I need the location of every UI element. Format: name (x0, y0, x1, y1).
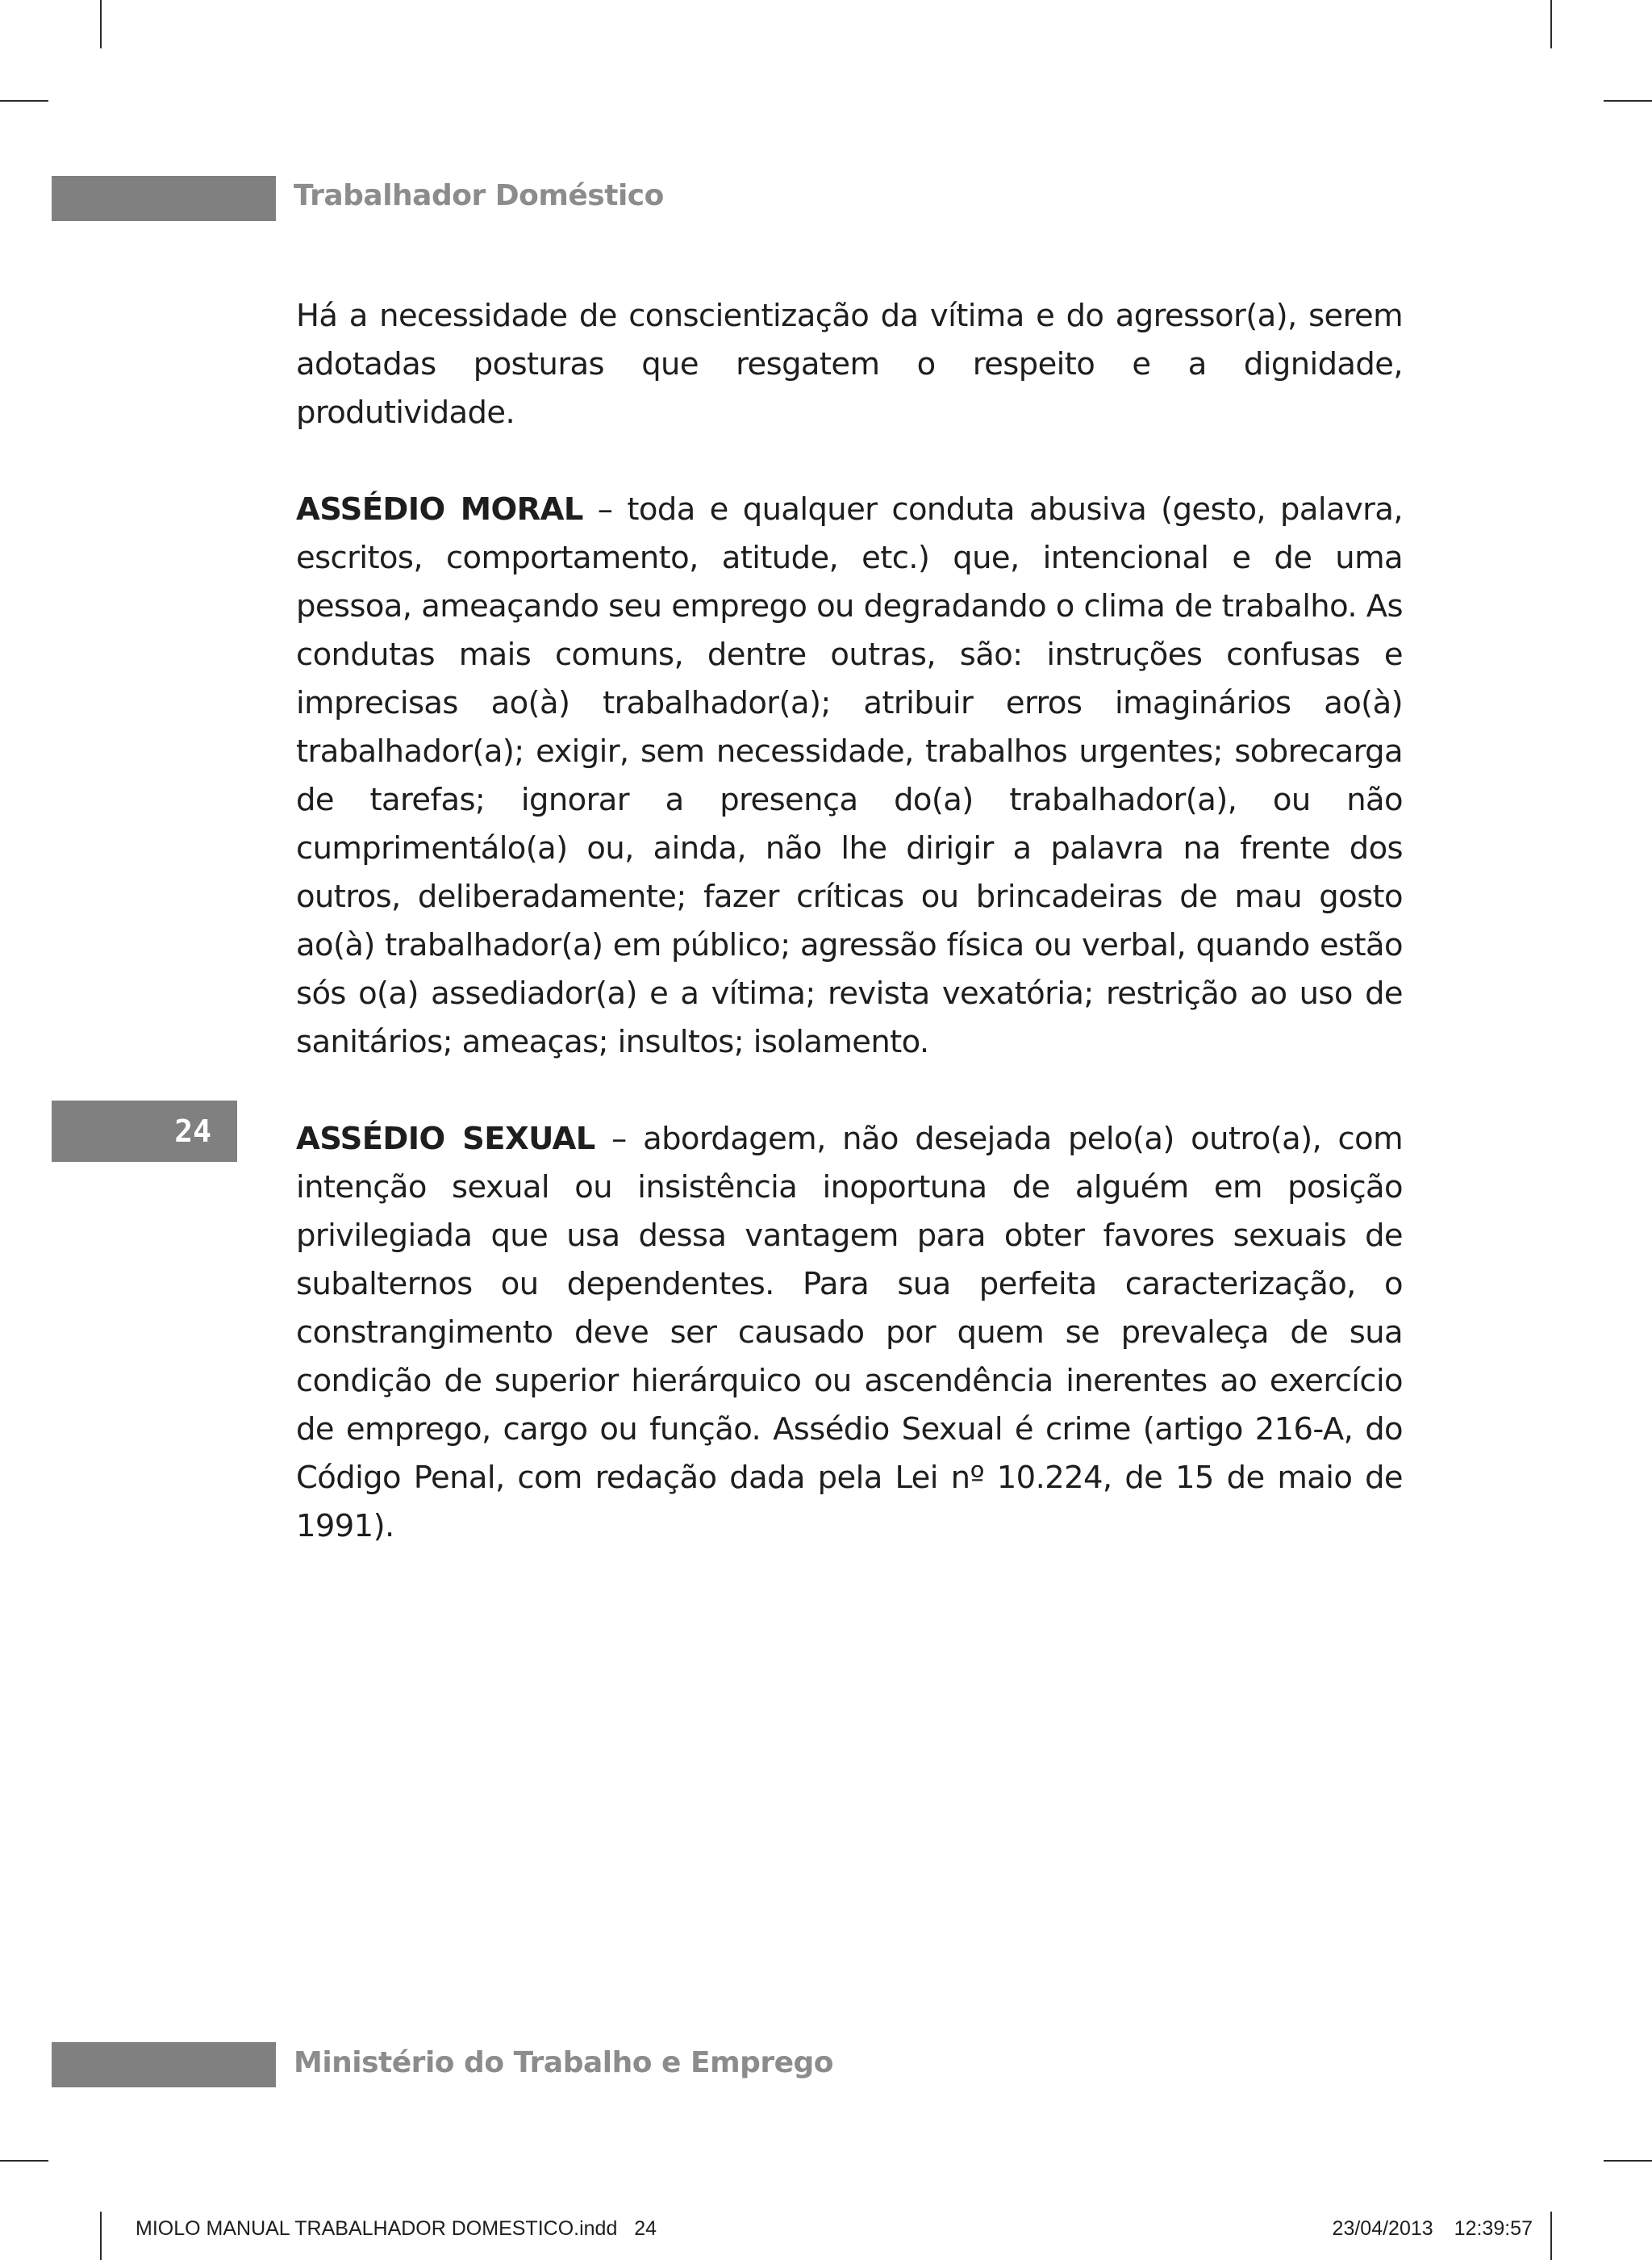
slug-date: 23/04/2013 (1332, 2217, 1433, 2240)
assedio-moral-term: ASSÉDIO MORAL (296, 491, 583, 528)
header-bar (52, 176, 276, 221)
slug-time: 12:39:57 (1454, 2217, 1533, 2240)
running-footer-title: Ministério do Trabalho e Emprego (294, 2046, 834, 2079)
crop-mark-bottom-right (1550, 2212, 1552, 2260)
body-text (296, 292, 1403, 1551)
crop-mark-bottom-left (100, 2212, 102, 2260)
page-number: 24 (174, 1113, 211, 1149)
crop-mark-bottom-right-horizontal (1604, 2160, 1652, 2162)
assedio-moral-text: – toda e qualquer conduta abusiva (gesto, palavra, escritos, comportamento, atitude, etc.) que, intencional e de uma pessoa, ameaçando seu emprego ou degradando o clima de trabalho. As condutas mais comuns, dentre outras, são: instruções confusas e imprecisas ao(à) trabalhador(a); atribuir erros imaginários ao(à) trabalhador(a); exigir, sem necessidade, trabalhos urgentes; sobrecarga de tarefas; ignorar a presença do(a) trabalhador(a), ou não cumprimentálo(a) ou, ainda, não lhe dirigir a palavra na frente dos outros, deliberadamente; fazer críticas ou brincadeiras de mau gosto ao(à) trabalhador(a) em público; agressão física ou verbal, quando estão sós o(a) assediador(a) e a vítima; revista vexatória; restrição ao uso de sanitários; ameaças; insultos; isolamento. (296, 491, 1403, 1060)
slug-timestamp (1333, 2217, 1533, 2241)
crop-mark-top-right (1550, 0, 1552, 48)
crop-mark-top-left-horizontal (0, 100, 48, 102)
crop-mark-top-right-horizontal (1604, 100, 1652, 102)
page-number-tab (52, 1101, 237, 1162)
running-header-title: Trabalhador Doméstico (294, 179, 664, 212)
intro-paragraph: Há a necessidade de conscientização da vítima e do agressor(a), serem adotadas posturas que resgatem o respeito e a dignidade, produtividade. (296, 298, 1403, 431)
footer-bar (52, 2042, 276, 2087)
slug-filename: MIOLO MANUAL TRABALHADOR DOMESTICO.indd 24 (136, 2217, 657, 2240)
assedio-sexual-paragraph (296, 1115, 1403, 1551)
crop-mark-top-left (100, 0, 102, 48)
assedio-moral-paragraph (296, 486, 1403, 1067)
assedio-sexual-text: – abordagem, não desejada pelo(a) outro(a), com intenção sexual ou insistência inoportuna de alguém em posição privilegiada que usa dessa vantagem para obter favores sexuais de subalternos ou dependentes. Para sua perfeita caracterização, o constrangimento deve ser causado por quem se prevaleça de sua condição de superior hierárquico ou ascendência inerentes ao exercício de emprego, cargo ou função. Assédio Sexual é crime (artigo 216-A, do Código Penal, com redação dada pela Lei nº 10.224, de 15 de maio de 1991). (296, 1121, 1403, 1544)
assedio-sexual-term: ASSÉDIO SEXUAL (296, 1121, 595, 1157)
crop-mark-bottom-left-horizontal (0, 2160, 48, 2162)
